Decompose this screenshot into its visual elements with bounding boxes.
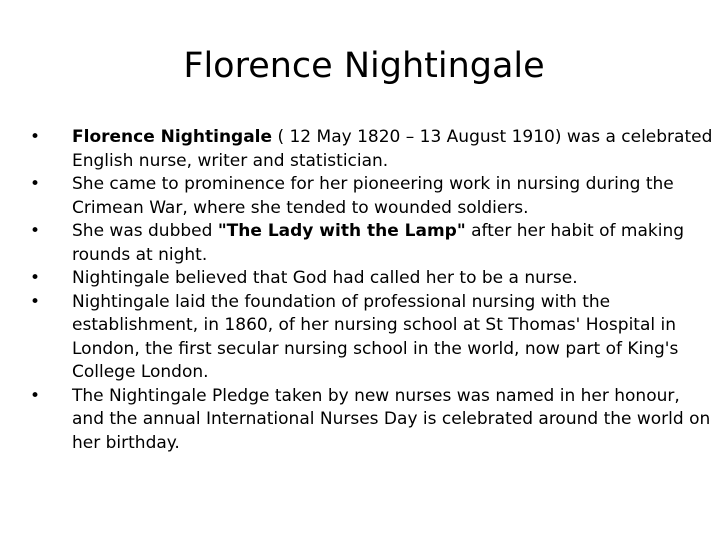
bullet-marker: • — [30, 221, 41, 241]
bullet-bold-name: Florence Nightingale — [72, 127, 273, 147]
bullet-text: Nightingale laid the foundation of professional nursing with the establishment, in 1860, of her nursing school at St Thomas' Hospital in London, the first secular nursing school in the world, now part of King's College London. — [72, 291, 679, 382]
bullet-bold-nickname: "The Lady with the Lamp" — [217, 221, 466, 241]
bullet-marker: • — [30, 127, 41, 147]
bullet-text: She came to prominence for her pioneering work in nursing during the Crimean War, where she tended to wounded soldiers. — [72, 174, 674, 218]
bullet-text: Nightingale believed that God had called her to be a nurse. — [72, 268, 578, 288]
bullet-item-calling — [30, 267, 714, 291]
bullet-item-nursing-school — [30, 291, 714, 385]
bullet-marker: • — [30, 291, 41, 312]
bullet-text-before: She was dubbed — [72, 221, 218, 241]
bullet-marker: • — [30, 268, 41, 288]
bullet-item-crimean-war — [30, 173, 714, 220]
bullet-item-pledge — [30, 385, 714, 456]
bullet-item-birth — [30, 126, 714, 173]
bullet-text-after: after her habit of making rounds at night. — [72, 221, 685, 265]
bullet-marker: • — [30, 385, 41, 406]
slide-title: Florence Nightingale — [183, 46, 545, 86]
bullet-list — [30, 126, 714, 455]
bullet-marker: • — [30, 174, 41, 194]
bullet-text: The Nightingale Pledge taken by new nurses was named in her honour, and the annual International Nurses Day is celebrated around the world on her birthday. — [72, 385, 711, 453]
bullet-text: ( 12 May 1820 – 13 August 1910) was a celebrated English nurse, writer and statistician. — [72, 127, 713, 171]
bullet-item-lady-with-lamp — [30, 220, 714, 267]
